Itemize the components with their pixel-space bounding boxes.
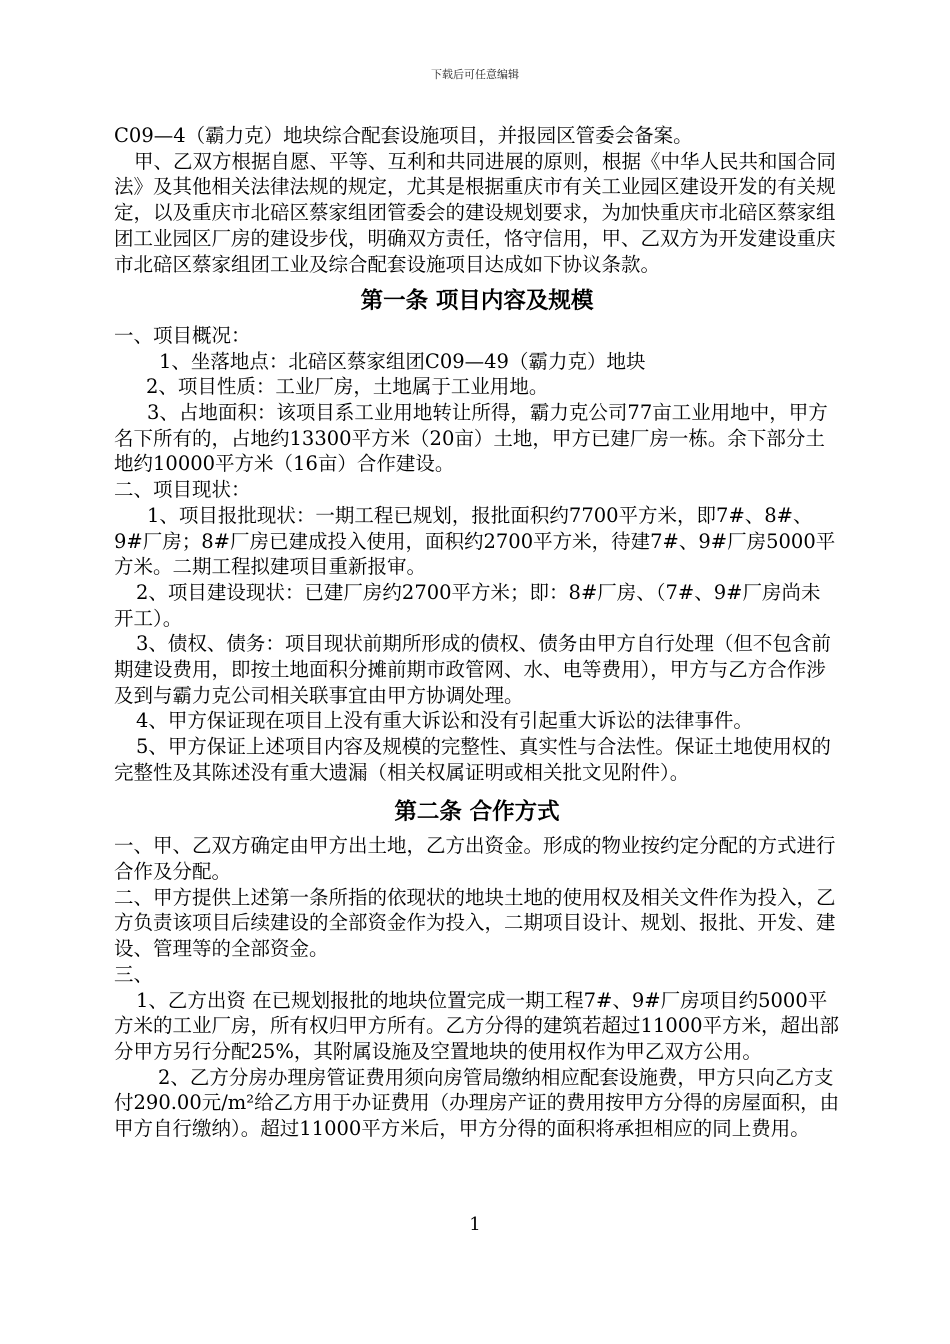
page-number: 1 xyxy=(469,1214,481,1235)
paragraph: 2、项目建设现状：已建厂房约2700平方米；即：8#厂房、（7#、9#厂房尚未开工）。 xyxy=(114,580,821,630)
paragraph: 4、甲方保证现在项目上没有重大诉讼和没有引起重大诉讼的法律事件。 xyxy=(136,709,753,733)
section-heading-1: 第一条 项目内容及规模 xyxy=(360,288,594,315)
paragraph: 一、甲、乙双方确定由甲方出土地，乙方出资金。形成的物业按约定分配的方式进行合作及分配。 xyxy=(114,834,836,883)
document-body xyxy=(114,123,840,1142)
page-header: 下载后可任意编辑 xyxy=(431,68,519,81)
paragraph: 1、项目报批现状：一期工程已规划，报批面积约7700平方米，即7#、8#、9#厂房；8#厂房已建成投入使用，面积约2700平方米，待建7#、9#厂房5000平方米。二期工程拟建项目重新报审。 xyxy=(114,503,836,579)
paragraph: 1、乙方出资 在已规划报批的地块位置完成一期工程7#、9#厂房项目约5000平方米的工业厂房，所有权归甲方所有。乙方分得的建筑若超过11000平方米，超出部分甲方另行分配25%，其附属设施及空置地块的使用权作为甲乙双方公用。 xyxy=(114,988,840,1063)
paragraph: 3、占地面积：该项目系工业用地转让所得，霸力克公司77亩工业用地中，甲方名下所有的，占地约13300平方米（20亩）土地，甲方已建厂房一栋。余下部分土地约10000平方米（16亩）合作建设。 xyxy=(114,401,828,476)
subsection-title: 一、项目概况： xyxy=(114,323,251,347)
paragraph: 3、债权、债务：项目现状前期所形成的债权、债务由甲方自行处理（但不包含前期建设费用，即按土地面积分摊前期市政管网、水、电等费用），甲方与乙方合作涉及到与霸力克公司相关联事宜由甲方协调处理。 xyxy=(114,632,831,707)
paragraph: 1、坐落地点：北碚区蔡家组团C09—49（霸力克）地块 xyxy=(159,349,646,373)
paragraph: C09—4（霸力克）地块综合配套设施项目，并报园区管委会备案。 xyxy=(114,124,693,147)
section-heading-2: 第二条 合作方式 xyxy=(394,798,560,825)
paragraph: 甲、乙双方根据自愿、平等、互利和共同进展的原则，根据《中华人民共和国合同法》及其他相关法律法规的规定，尤其是根据重庆市有关工业园区建设开发的有关规定，以及重庆市北碚区蔡家组团管委会的建设规划要求，为加快重庆市北碚区蔡家组团工业园区厂房的建设步伐，明确双方责任，恪守信用，甲、乙双方为开发建设重庆市北碚区蔡家组团工业及综合配套设施项目达成如下协议条款。 xyxy=(114,149,837,276)
paragraph: 2、项目性质：工业厂房，土地属于工业用地。 xyxy=(146,375,549,399)
paragraph: 二、甲方提供上述第一条所指的依现状的地块土地的使用权及相关文件作为投入，乙方负责该项目后续建设的全部资金作为投入，二期项目设计、规划、报批、开发、建设、管理等的全部资金。 xyxy=(114,885,836,961)
paragraph: 5、甲方保证上述项目内容及规模的完整性、真实性与合法性。保证土地使用权的完整性及其陈述没有重大遗漏（相关权属证明或相关批文见附件）。 xyxy=(114,735,831,784)
paragraph: 2、乙方分房办理房管证费用须向房管局缴纳相应配套设施费，甲方只向乙方支付290.00元/m²给乙方用于办证费用（办理房产证的费用按甲方分得的房屋面积，由甲方自行缴纳）。超过11000平方米后，甲方分得的面积将承担相应的同上费用。 xyxy=(114,1065,840,1141)
subsection-title: 二、项目现状： xyxy=(114,478,251,502)
subsection-title: 三、 xyxy=(114,962,154,986)
